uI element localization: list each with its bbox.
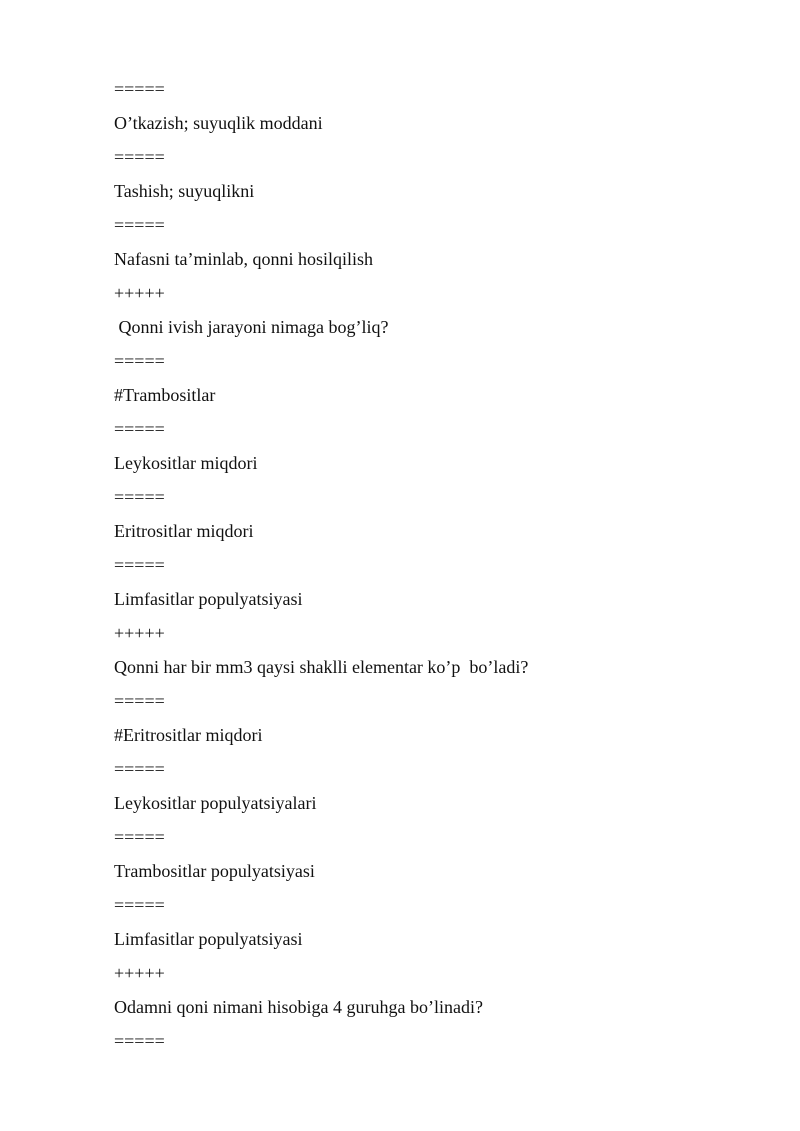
- separator-line: =====: [114, 1031, 165, 1051]
- answer-option: Tashish; suyuqlikni: [114, 181, 255, 201]
- separator-line: =====: [114, 79, 165, 99]
- question-text: Qonni ivish jarayoni nimaga bog’liq?: [114, 317, 389, 337]
- separator-line: =====: [114, 351, 165, 371]
- question-separator: +++++: [114, 623, 165, 643]
- question-separator: +++++: [114, 283, 165, 303]
- separator-line: =====: [114, 759, 165, 779]
- separator-line: =====: [114, 419, 165, 439]
- question-separator: +++++: [114, 963, 165, 983]
- document-text: [114, 77, 754, 1063]
- separator-line: =====: [114, 215, 165, 235]
- separator-line: =====: [114, 691, 165, 711]
- separator-line: =====: [114, 827, 165, 847]
- answer-option: Nafasni ta’minlab, qonni hosilqilish: [114, 249, 373, 269]
- question-text: Odamni qoni nimani hisobiga 4 guruhga bo’linadi?: [114, 997, 483, 1017]
- answer-option: O’tkazish; suyuqlik moddani: [114, 113, 323, 133]
- question-text: Qonni har bir mm3 qaysi shaklli elementar ko’p bo’ladi?: [114, 657, 529, 677]
- separator-line: =====: [114, 147, 165, 167]
- answer-option: Eritrositlar miqdori: [114, 521, 254, 541]
- separator-line: =====: [114, 895, 165, 915]
- correct-answer-option: #Trambositlar: [114, 385, 216, 405]
- answer-option: Trambositlar populyatsiyasi: [114, 861, 315, 881]
- correct-answer-option: #Eritrositlar miqdori: [114, 725, 263, 745]
- answer-option: Limfasitlar populyatsiyasi: [114, 589, 303, 609]
- separator-line: =====: [114, 487, 165, 507]
- answer-option: Limfasitlar populyatsiyasi: [114, 929, 303, 949]
- answer-option: Leykositlar populyatsiyalari: [114, 793, 317, 813]
- separator-line: =====: [114, 555, 165, 575]
- answer-option: Leykositlar miqdori: [114, 453, 258, 473]
